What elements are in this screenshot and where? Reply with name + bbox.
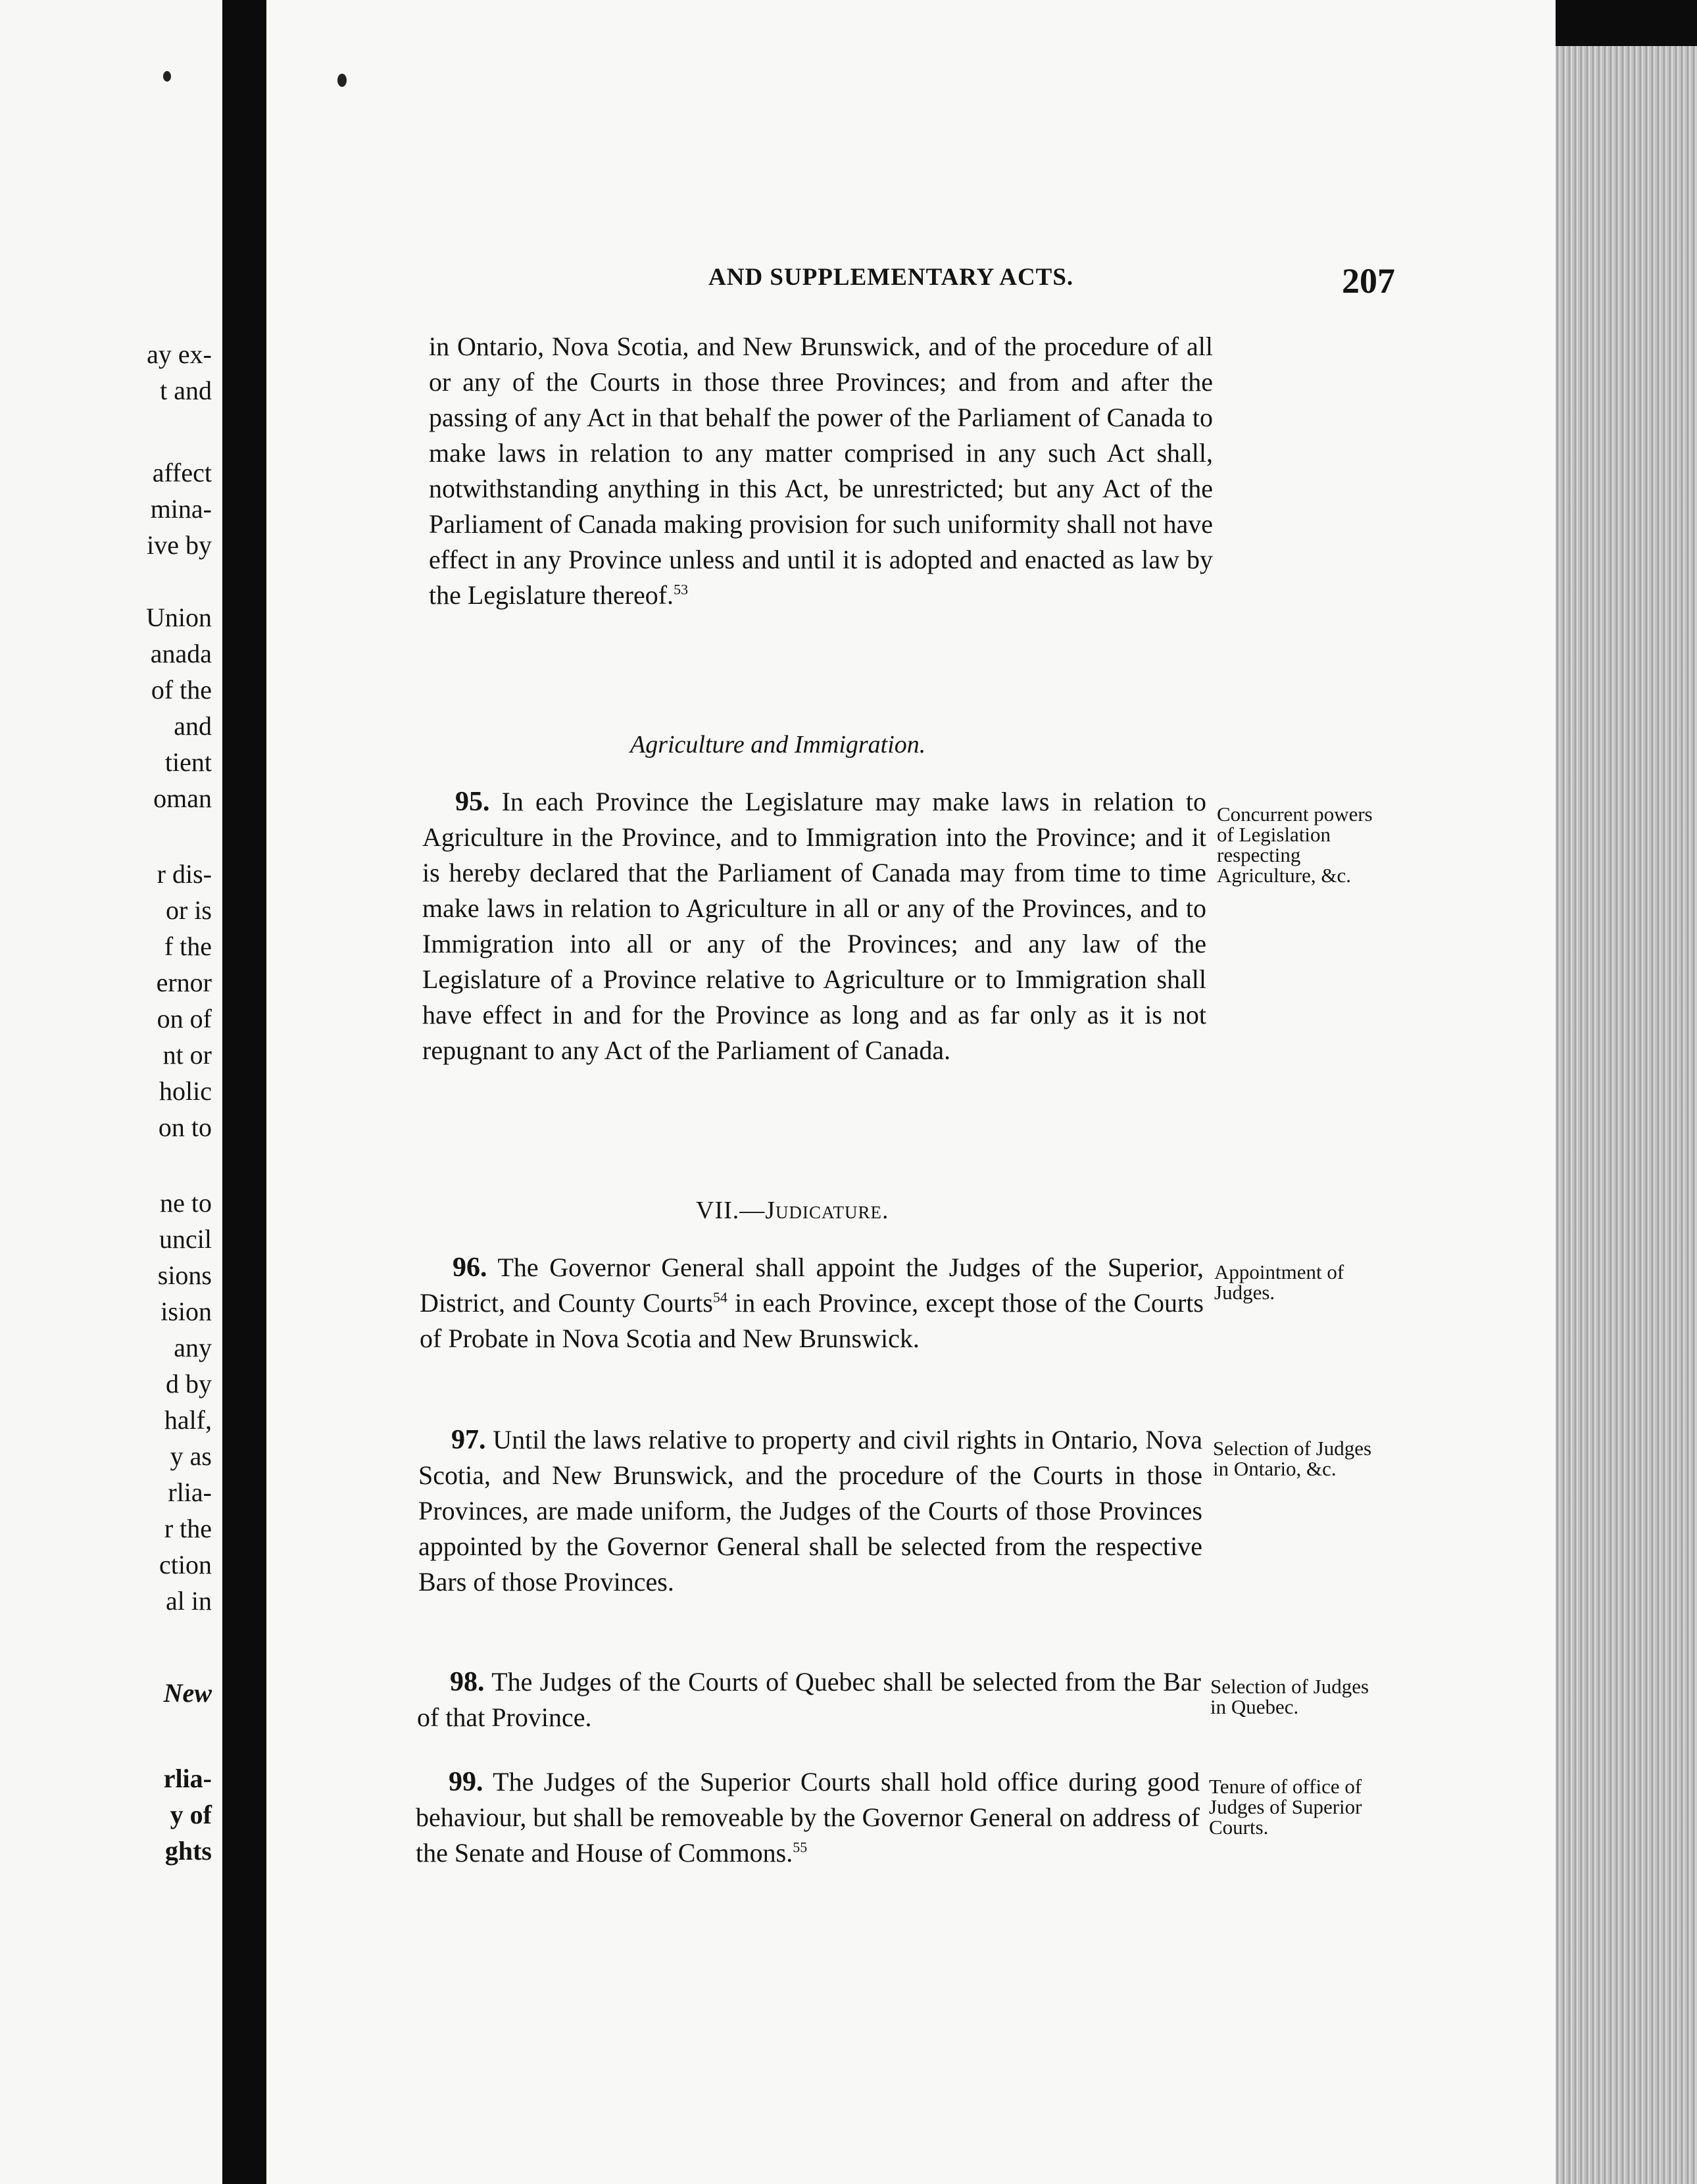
section-text-after: in each Province, except those of the Courts of Probate in Nova Scotia and New Brunswick. [420,1288,1204,1353]
section-96 [420,1250,1204,1356]
left-page-line: rlia- [163,1764,212,1793]
section-97 [418,1422,1202,1600]
section-number: 97. [451,1425,486,1455]
left-page-line: holic [159,1076,212,1106]
section-text: The Judges of the Superior Courts shall hold office during good behaviour, but shall be removeable by the Governor General on address of the Senate and House of Commons. [416,1767,1200,1868]
part-title: Judicature. [765,1197,889,1224]
section-text-before: The Governor General shall appoint the Judges of the Superior, District, and County Courts [420,1253,1204,1318]
left-page-line: any [174,1333,212,1362]
left-page-line: oman [153,783,212,813]
section-95 [422,784,1206,1068]
left-page-line: of the [151,675,212,705]
section-number: 95. [455,787,490,817]
left-page-line: half, [164,1405,212,1435]
left-page-line: on to [158,1112,212,1142]
section-number: 98. [450,1667,485,1697]
margin-note-96: Appointment of Judges. [1214,1260,1344,1304]
section-number: 96. [453,1253,487,1283]
book-page-edges [1556,46,1697,2184]
left-page-line: affect [152,458,212,487]
left-page-line: or is [166,895,212,925]
margin-note-95: Concurrent powers of Legislation respecting Agriculture, &c. [1217,803,1373,887]
margin-note-97: Selection of Judges in Ontario, &c. [1213,1437,1372,1480]
left-facing-page [0,0,222,2184]
page-number: 207 [1342,261,1395,301]
continuation-text: in Ontario, Nova Scotia, and New Brunswick, and of the procedure of all or any of the Courts in those three Provinces; and from and after the passing of any Act in that behalf the power of the Parliament of Canada to make laws in relation to any matter comprised in any such Act shall, notwithstanding anything in this Act, be unrestricted; but any Act of the Parliament of Canada making provision for such uniformity shall not have effect in any Province unless and until it is adopted and enacted as law by the Legislature thereof. [429,332,1213,610]
left-page-line: ne to [160,1188,212,1218]
section-text: The Judges of the Courts of Quebec shall be selected from the Bar of that Province. [417,1667,1201,1732]
left-page-line: ive by [147,530,212,560]
left-page-line: ghts [164,1836,212,1866]
left-page-line: tient [164,747,212,777]
left-page-line: ction [159,1550,212,1579]
left-page-line: Union [146,603,212,632]
left-page-line: al in [166,1586,212,1616]
left-page-line: rlia- [168,1477,212,1507]
continuation-paragraph [429,329,1213,613]
running-title: AND SUPPLEMENTARY ACTS. [708,264,1074,291]
ink-blot [163,71,171,82]
left-page-line: f the [164,931,212,961]
footnote-ref-53: 53 [674,581,689,598]
left-page-line: New [163,1678,212,1708]
margin-note-98: Selection of Judges in Quebec. [1210,1675,1369,1718]
margin-note-99: Tenure of office of Judges of Superior Courts. [1209,1775,1362,1839]
judicature-heading [696,1196,889,1225]
left-page-line: r the [164,1514,212,1543]
section-text: In each Province the Legislature may make laws in relation to Agriculture in the Province, and to Immigration into the Province; and it is hereby declared that the Parliament of Canada may from time to time make laws in relation to Agriculture in all or any of the Provinces, and to Immigration into all or any of the Provinces; and any law of the Legislature of a Province relative to Agriculture or to Immigration shall have effect in and for the Province as long and as far only as it is not repugnant to any Act of the Parliament of Canada. [422,787,1207,1065]
left-page-line: nt or [162,1040,212,1070]
left-page-line: ay ex- [147,339,212,369]
left-page-line: sions [157,1260,212,1290]
left-page-line: y as [170,1441,212,1471]
left-page-line: mina- [150,494,212,524]
left-page-line: anada [150,639,212,668]
left-page-line: r dis- [157,859,212,889]
left-page-line: ision [160,1297,212,1326]
section-number: 99. [449,1767,483,1797]
footnote-ref-55: 55 [793,1839,808,1856]
section-99 [416,1764,1200,1871]
left-page-line: y of [170,1800,212,1829]
left-page-line: on of [157,1004,212,1033]
left-page-line: d by [166,1369,212,1399]
agriculture-heading: Agriculture and Immigration. [630,731,926,758]
ink-blot [337,74,347,87]
section-98 [417,1664,1201,1735]
left-page-line: ernor [156,968,212,997]
left-page-line: t and [160,376,212,405]
left-page-line: and [174,711,212,741]
left-page-line: uncil [159,1224,212,1254]
footnote-ref-54: 54 [712,1289,727,1306]
section-text: Until the laws relative to property and civil rights in Ontario, Nova Scotia, and New Brunswick, and the procedure of the Courts in those Provinces, are made uniform, the Judges of the Courts of those Provinces appointed by the Governor General shall be selected from the respective Bars of those Provinces. [418,1425,1203,1597]
part-numeral: VII.— [696,1197,766,1224]
